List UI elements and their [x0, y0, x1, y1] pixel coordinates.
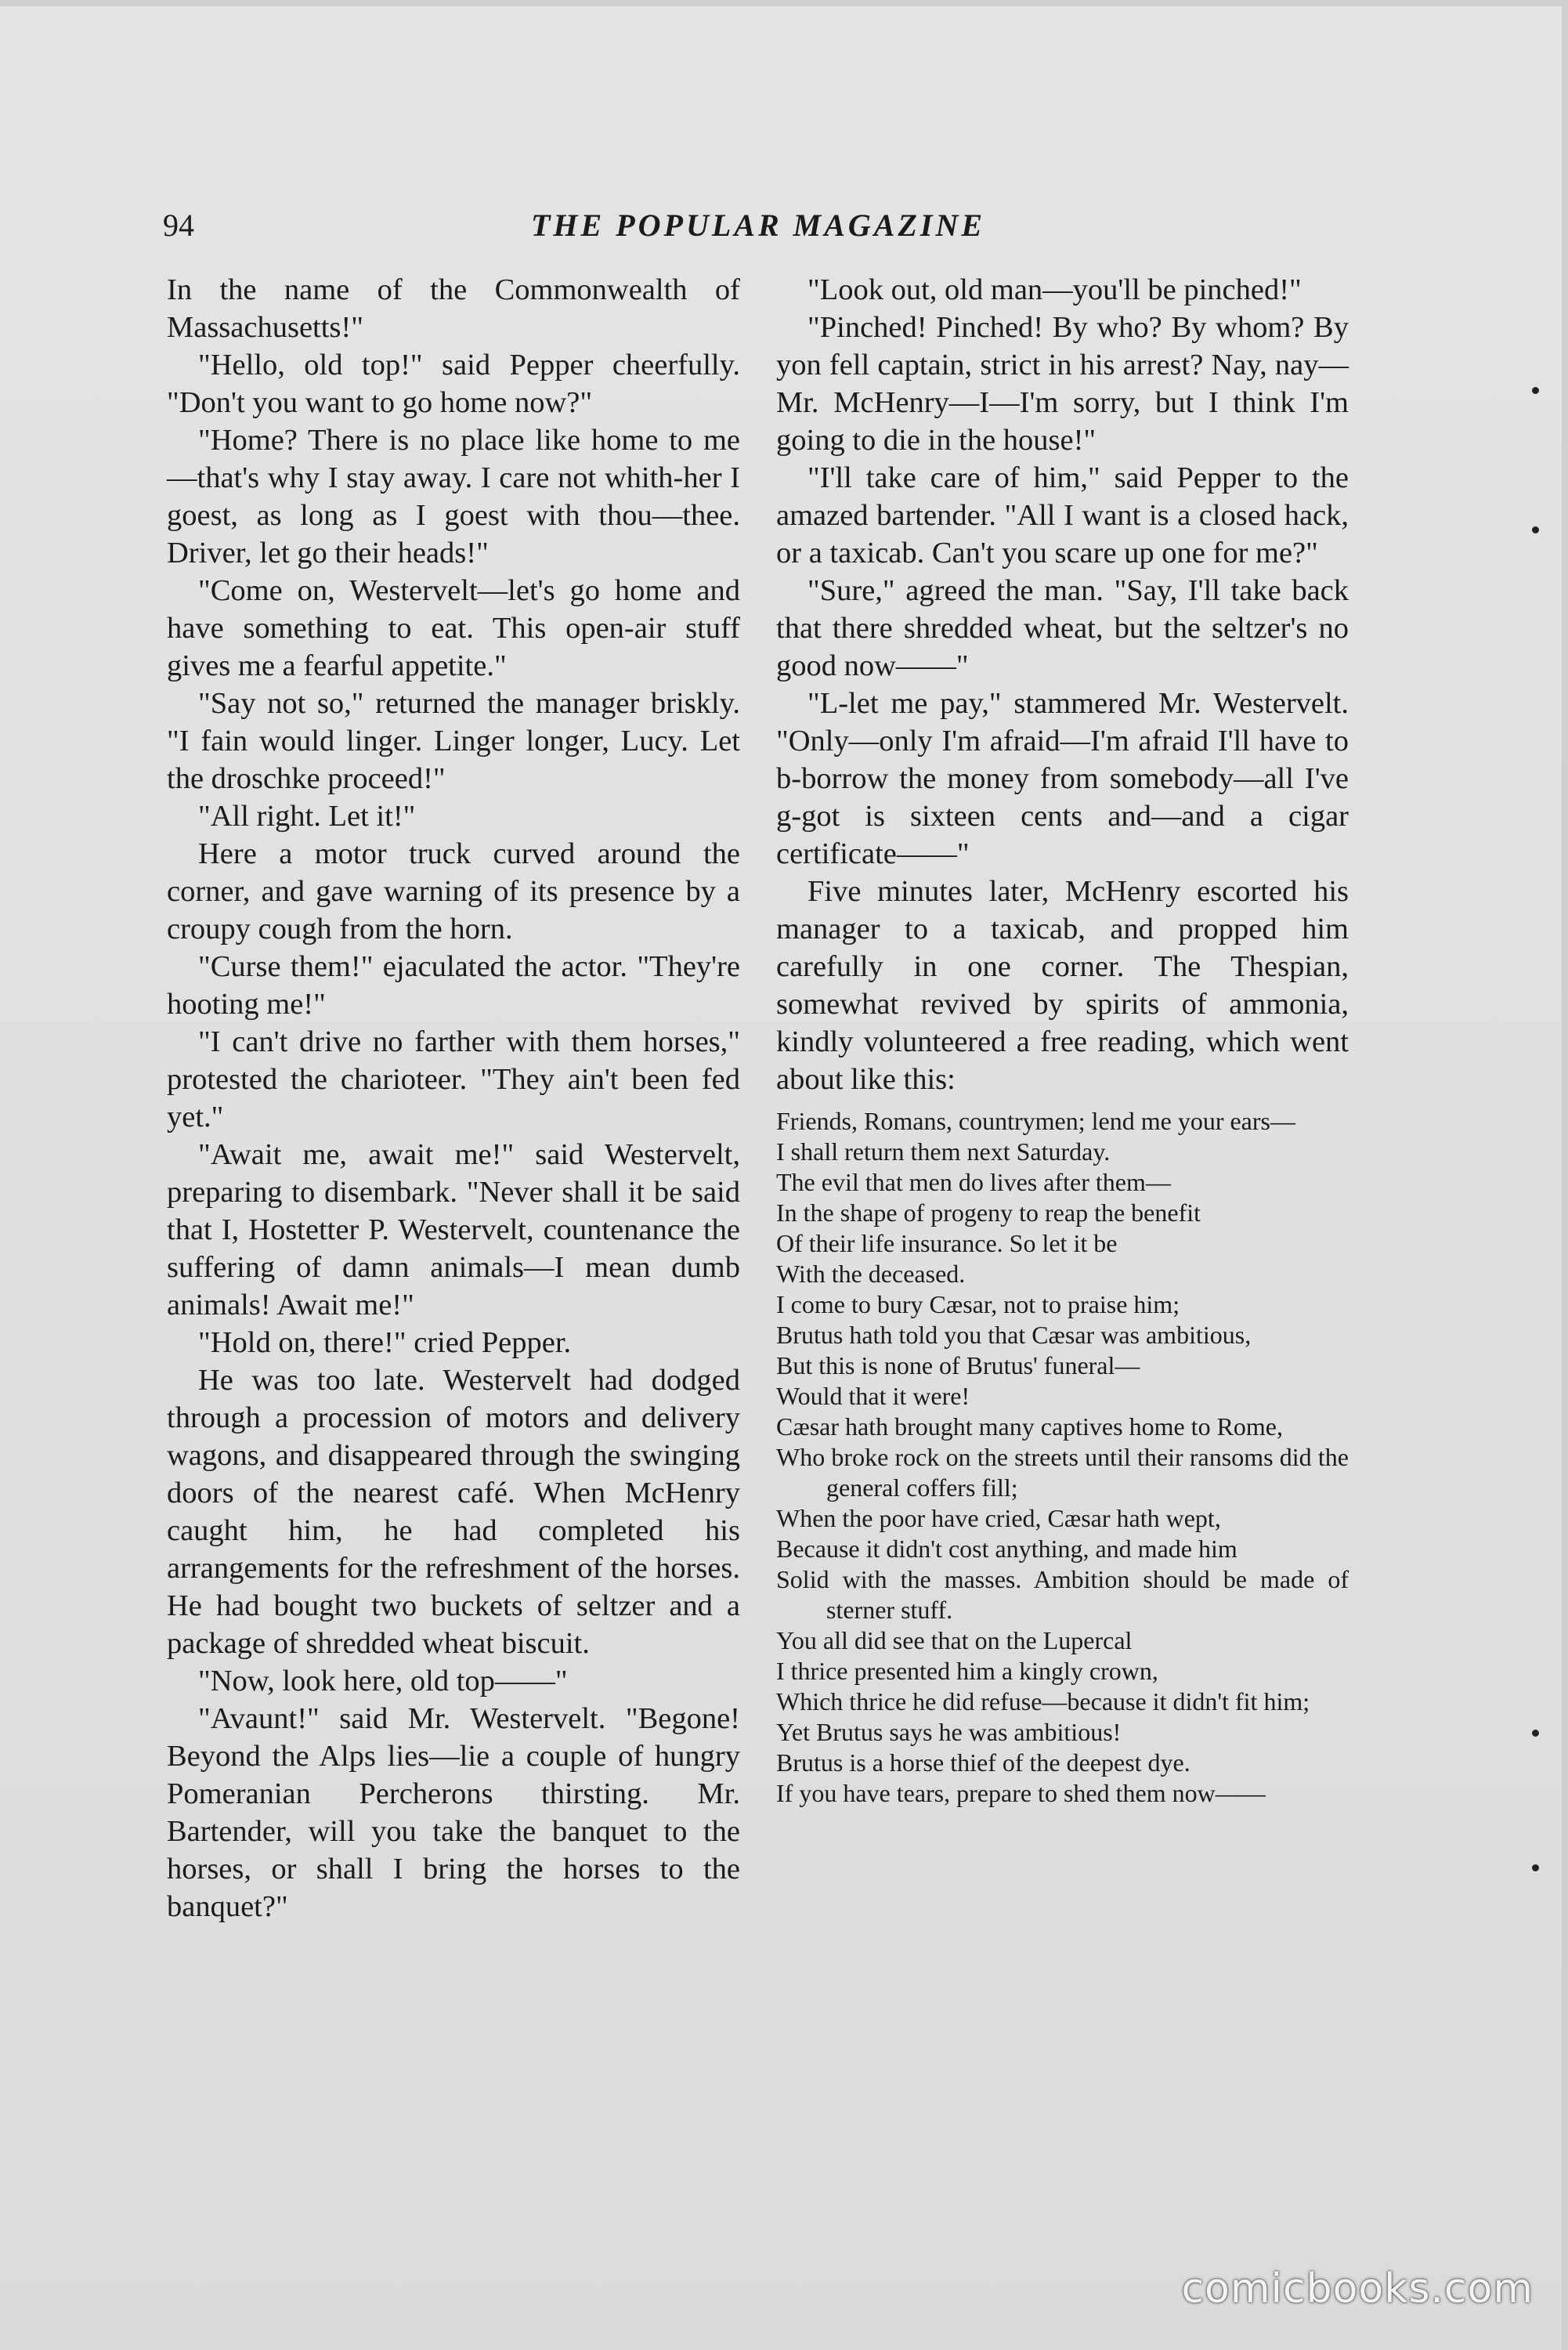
verse-line: I thrice presented him a kingly crown,	[776, 1657, 1158, 1685]
verse-line: Who broke rock on the streets until their ransoms did the general coffers fill;	[776, 1443, 1349, 1502]
margin-speck	[1532, 1864, 1539, 1871]
paragraph: In the name of the Commonwealth of Massachusetts!"	[167, 273, 740, 344]
verse-line: Because it didn't cost anything, and made him	[776, 1535, 1237, 1563]
paragraph: "Hello, old top!" said Pepper cheerfully. "Don't you want to go home now?"	[167, 349, 740, 419]
verse-line: Cæsar hath brought many captives home to Rome,	[776, 1412, 1283, 1441]
verse-line: Of their life insurance. So let it be	[776, 1229, 1118, 1257]
verse-line: Brutus hath told you that Cæsar was ambitious,	[776, 1321, 1252, 1349]
paragraph: "Come on, Westervelt—let's go home and have something to eat. This open-air stuff gives me a fearful appetite."	[167, 574, 740, 682]
margin-speck	[1532, 526, 1539, 533]
paragraph: "Curse them!" ejaculated the actor. "They're hooting me!"	[167, 950, 740, 1021]
paragraph: Five minutes later, McHenry escorted his manager to a taxicab, and propped him carefully in one corner. The Thespian, somewhat revived by spirits of ammonia, kindly volunteered a free reading, which went about like this:	[776, 875, 1349, 1096]
margin-speck	[1532, 1730, 1539, 1737]
watermark: comicbooks.com	[1181, 2265, 1534, 2312]
paragraph: "Hold on, there!" cried Pepper.	[198, 1326, 572, 1359]
verse-line: Brutus is a horse thief of the deepest dye.	[776, 1748, 1190, 1777]
verse-line: Which thrice he did refuse—because it didn't fit him;	[776, 1687, 1310, 1716]
verse-line: I shall return them next Saturday.	[776, 1137, 1111, 1166]
right-text-column	[776, 271, 1349, 1809]
paragraph: "Say not so," returned the manager briskly. "I fain would linger. Linger longer, Lucy. Let the droschke proceed!"	[167, 687, 740, 795]
paragraph: Here a motor truck curved around the corner, and gave warning of its presence by a croupy cough from the horn.	[167, 837, 740, 945]
verse-line: But this is none of Brutus' funeral—	[776, 1351, 1140, 1379]
paragraph: "Home? There is no place like home to me—that's why I stay away. I care not whith-her I goest, as long as I goest with thou—thee. Driver, let go their heads!"	[167, 424, 740, 569]
verse-line: Yet Brutus says he was ambitious!	[776, 1718, 1122, 1746]
paragraph: "All right. Let it!"	[198, 800, 416, 833]
paragraph: He was too late. Westervelt had dodged through a procession of motors and delivery wagons, and disappeared through the swinging doors of the nearest café. When McHenry caught him, he had completed his arrangements for the refreshment of the horses. He had bought two buckets of seltzer and a package of shredded wheat biscuit.	[167, 1364, 740, 1660]
paragraph: "Now, look here, old top——"	[198, 1665, 568, 1697]
verse-line: If you have tears, prepare to shed them now——	[776, 1779, 1266, 1807]
verse-line: In the shape of progeny to reap the benefit	[776, 1198, 1201, 1227]
paragraph: "L-let me pay," stammered Mr. Westervelt. "Only—only I'm afraid—I'm afraid I'll have to b-borrow the money from somebody—all I've g-got is sixteen cents and—and a cigar certificate——"	[776, 687, 1349, 870]
paragraph: "I can't drive no farther with them horses," protested the charioteer. "They ain't been fed yet."	[167, 1025, 740, 1133]
page-number: 94	[163, 208, 194, 243]
page-header	[163, 202, 1353, 249]
paragraph: "I'll take care of him," said Pepper to the amazed bartender. "All I want is a closed hack, or a taxicab. Can't you scare up one for me?"	[776, 461, 1349, 569]
running-title: THE POPULAR MAGAZINE	[530, 208, 986, 243]
verse-block	[776, 1106, 1349, 1809]
margin-speck	[1532, 387, 1539, 394]
left-text-column	[167, 271, 740, 1925]
verse-line: Solid with the masses. Ambition should be made of sterner stuff.	[776, 1565, 1349, 1624]
verse-line: I come to bury Cæsar, not to praise him;	[776, 1290, 1180, 1318]
paragraph: "Await me, await me!" said Westervelt, preparing to disembark. "Never shall it be said that I, Hostetter P. Westervelt, countenance the suffering of damn animals—I mean dumb animals! Await me!"	[167, 1138, 740, 1321]
paragraph: "Avaunt!" said Mr. Westervelt. "Begone! Beyond the Alps lies—lie a couple of hungry Pomeranian Percherons thirsting. Mr. Bartender, will you take the banquet to the horses, or shall I bring the horses to the banquet?"	[167, 1702, 740, 1923]
verse-line: Friends, Romans, countrymen; lend me your ears—	[776, 1107, 1295, 1135]
magazine-page	[0, 6, 1562, 2350]
verse-line: The evil that men do lives after them—	[776, 1168, 1171, 1196]
right-prose	[776, 271, 1349, 1098]
paragraph: "Pinched! Pinched! By who? By whom? By yon fell captain, strict in his arrest? Nay, nay—Mr. McHenry—I—I'm sorry, but I think I'm going to die in the house!"	[776, 311, 1349, 457]
verse-line: When the poor have cried, Cæsar hath wept,	[776, 1504, 1221, 1532]
verse-line: Would that it were!	[776, 1382, 970, 1410]
paragraph: "Sure," agreed the man. "Say, I'll take back that there shredded wheat, but the seltzer's no good now——"	[776, 574, 1349, 682]
verse-line: With the deceased.	[776, 1260, 966, 1288]
verse-line: You all did see that on the Lupercal	[776, 1626, 1133, 1654]
paragraph: "Look out, old man—you'll be pinched!"	[807, 273, 1302, 306]
